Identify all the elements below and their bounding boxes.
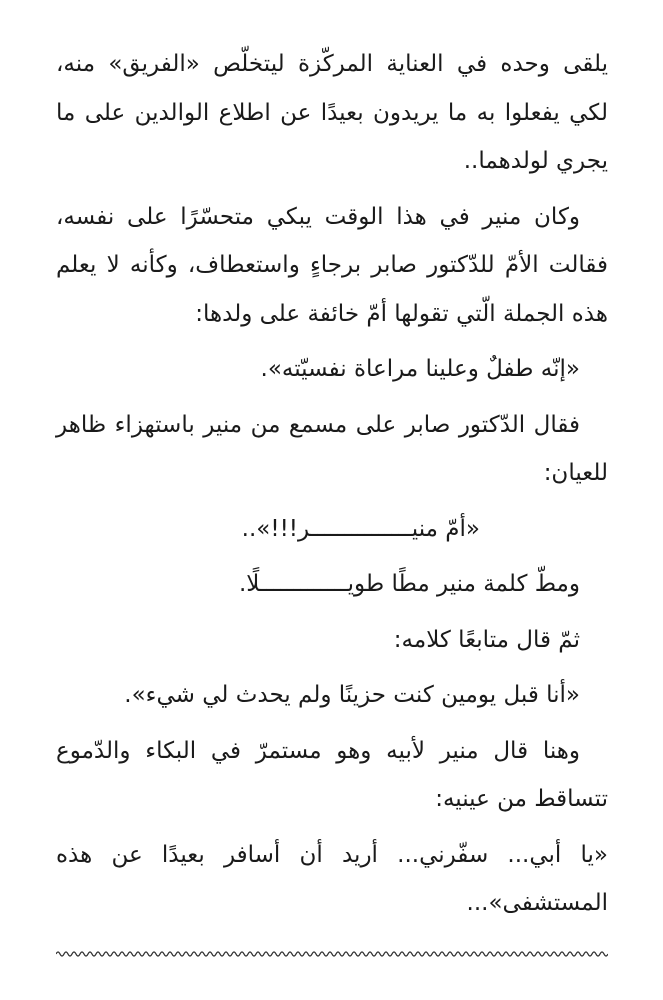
quote-doctor-2: «أنا قبل يومين كنت حزينًا ولم يحدث لي شيء». [124, 682, 580, 708]
paragraph-6: وهنا قال منير لأبيه وهو مستمرّ في البكاء والدّموع تتساقط من عينيه: [56, 737, 608, 812]
paragraph-2: وكان منير في هذا الوقت يبكي متحسّرًا على نفسه، فقالت الأمّ للدّكتور صابر برجاءٍ واستعطاف، وكأنه لا يعلم هذه الجملة الّتي تقولها أمّ خائفة على ولدها: [56, 203, 608, 327]
quote-doctor-1: «أمّ منيـــــــــــــــر!!!».. [241, 515, 480, 542]
quote-mother: «إنّه طفلٌ وعلينا مراعاة نفسيّته». [260, 356, 580, 382]
paragraph-4: ومطّ كلمة منير مطًا طويـــــــــــــلًا. [238, 571, 580, 597]
page-body [56, 40, 608, 935]
paragraph-1: يلقى وحده في العناية المركّزة ليتخلّص «الفريق» منه، لكي يفعلوا به ما يريدون بعيدًا عن اطلاع الوالدين على ما يجري لولدهما.. [56, 51, 608, 174]
wavy-line [56, 952, 608, 956]
paragraph-3: فقال الدّكتور صابر على مسمع من منير باستهزاء ظاهر للعيان: [56, 411, 608, 486]
quote-munir: «يا أبي... سفّرني... أريد أن أسافر بعيدًا عن هذه المستشفى»... [56, 841, 608, 916]
paragraph-5: ثمّ قال متابعًا كلامه: [393, 626, 580, 653]
wavy-divider [56, 948, 608, 960]
